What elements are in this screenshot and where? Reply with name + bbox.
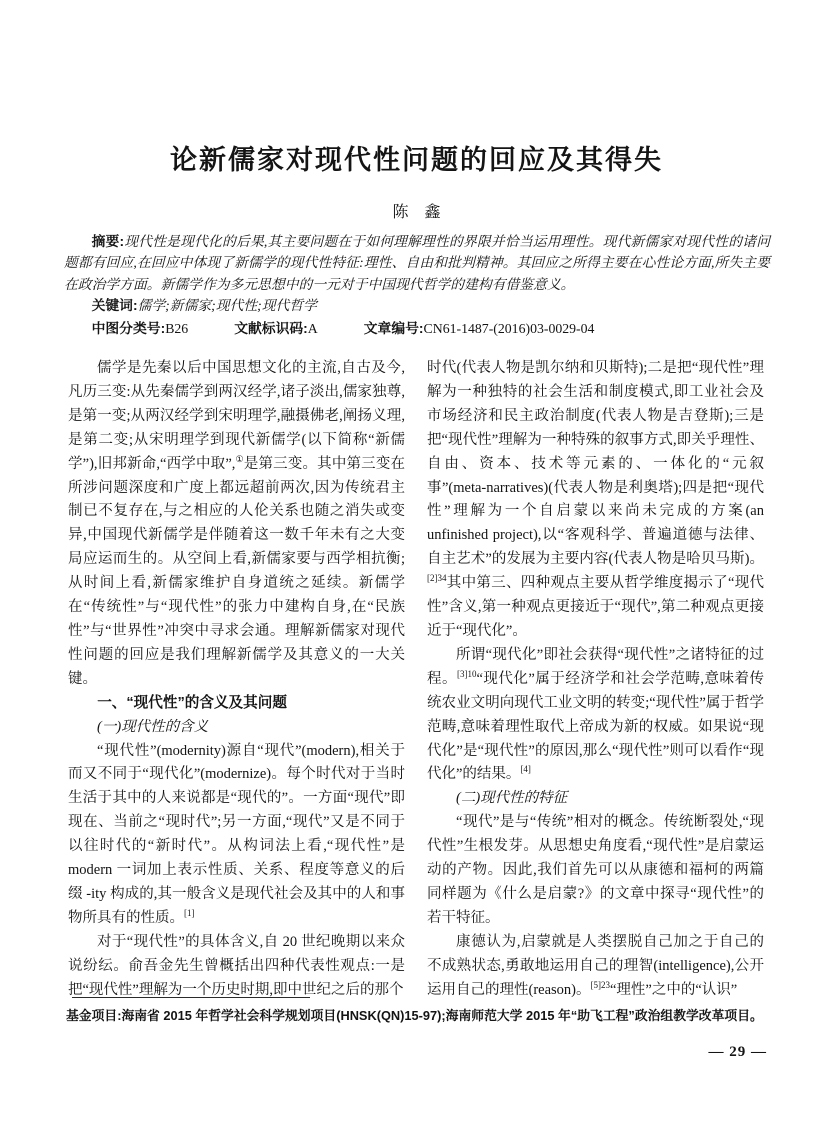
article-id [364,321,595,336]
abstract [64,231,770,295]
paragraph: “现代”是与“传统”相对的概念。传统断裂处,“现代性”生根发芽。从思想史角度看,“现代性”是启蒙运动的产物。因此,我们首先可以从康德和福柯的两篇同样题为《什么是启蒙?》的文章中探寻“现代性”的若干特征。 [427,814,764,926]
subsection-heading: (二)现代性的特征 [456,790,568,807]
article-id-label: 文章编号: [363,320,424,336]
keywords [64,295,770,316]
clc-value: B26 [165,320,189,336]
clc-label: 中图分类号: [91,320,166,336]
page-number: — 29 — [708,1044,767,1060]
citation-superscript: [3]10 [457,668,477,679]
article-title: 论新儒家对现代性问题的回应及其得失 [170,145,663,175]
author-name: 陈 鑫 [392,204,441,221]
left-column [68,357,405,1002]
clc-number [92,321,189,336]
citation-superscript: [5]23 [590,979,610,990]
article-id-value: CN61-1487-(2016)03-0029-04 [423,320,595,336]
citation-superscript: [2]34 [427,573,447,584]
paragraph: 对于“现代性”的具体含义,自 20 世纪晚期以来众说纷纭。俞吾金先生曾概括出四种代表性观点:一是把“现代性”理解为一个历史时期,即中世纪之后的那个 [68,933,405,998]
paragraph: 儒学是先秦以后中国思想文化的主流,自古及今,凡历三变:从先秦儒学到两汉经学,诸子淡出,儒家独尊,是第一变;从两汉经学到宋明理学,融摄佛老,阐扬义理,是第二变;从宋明理学到现代新儒学(以下简称“新儒学”),旧邦新命,“西学中取”,①是第三变。其中第三变在所涉问题深度和广度上都远超前两次,因为传统君主制已不复存在,与之相应的人伦关系也随之消失或变异,中国现代新儒学是伴随着这一数千年未有之大变局应运而生的。从空间上看,新儒家要与西学相抗衡;从时间上看,新儒家维护自身道统之延续。新儒学在“传统性”与“现代性”的张力中建构自身,在“民族性”与“世界性”冲突中寻求会通。理解新儒家对现代性问题的回应是我们理解新儒学及其意义的一大关键。 [68,360,406,687]
abstract-text: 现代性是现代化的后果,其主要问题在于如何理解理性的界限并恰当运用理性。现代新儒家对现代性的诸问题都有回应,在回应中体现了新儒学的现代性特征:理性、自由和批判精神。其回应之所得主要在心性论方面,所失主要在政治学方面。新儒学作为多元思想中的一元对于中国现代哲学的建构有借鉴意义。 [64,234,770,292]
section-heading: 一、“现代性”的含义及其问题 [97,694,287,711]
citation-superscript: ① [235,453,244,464]
subsection-heading: (一)现代性的含义 [97,718,209,735]
paragraph: 康德认为,启蒙就是人类摆脱自己加之于自己的不成熟状态,勇敢地运用自己的理智(intelligence),公开运用自己的理性(reason)。$^{[5]23}$“理性”之中的“认识” [427,933,764,998]
page-footer [0,997,833,1123]
right-column [427,357,764,1002]
meta-line [64,317,770,340]
fund-text: 海南省 2015 年哲学社会科学规划项目(HNSK(QN)15-97);海南师范大学 2015 年“助飞工程”政治组教学改革项目。 [121,1008,763,1023]
paragraph: 所谓“现代化”即社会获得“现代性”之诸特征的过程。$^{[3]10}$“现代化”属于经济学和社会学范畴,意味着传统农业文明向现代工业文明的转变;“现代性”属于哲学范畴,意味着理性取代上帝成为新的权威。如果说“现代化”是“现代性”的原因,那么“现代性”则可以看作“现代化”的结果。[4] [427,646,764,783]
citation-superscript: [4] [520,764,531,775]
fund-label: 基金项目: [66,1008,122,1023]
fund-note [66,1006,767,1026]
front-matter [64,231,770,340]
keywords-label: 关键词: [91,298,138,314]
citation-superscript: [1] [184,908,195,919]
document-code [234,321,318,336]
paragraph: “现代性”(modernity)源自“现代”(modern),相关于而又不同于“现代化”(modernize)。每个时代对于当时生活于其中的人来说都是“现代的”。一方面“现代”即现在、当前之“现时代”;另一方面,“现代”又是不同于以往时代的“新时代”。从构词法上看,“现代性”是 modern 一词加上表示性质、关系、程度等意义的后缀 -ity 构成的,其一般含义是现代社会及其中的人和事物所具有的性质。[1] [68,742,405,926]
doc-code-value: A [307,320,318,336]
footnote-rule [72,997,310,998]
keywords-text: 儒学;新儒家;现代性;现代哲学 [137,298,317,314]
body-columns [68,357,765,1002]
paragraph: 时代(代表人物是凯尔纳和贝斯特);二是把“现代性”理解为一种独特的社会生活和制度模式,即工业社会及市场经济和民主政治制度(代表人物是吉登斯);三是把“现代性”理解为一种特殊的叙事方式,即关乎理性、自由、资本、技术等元素的、一体化的“元叙事”(meta-narratives)(代表人物是利奥塔);四是把“现代性”理解为一个自启蒙以来尚未完成的方案(an unfinished project),以“客观科学、普遍道德与法律、自主艺术”的发展为主要内容(代表人物是哈贝马斯)。$^{[2]34}$其中第三、四种观点主要从哲学维度揭示了“现代性”含义,第一种观点更接近于“现代”,第二种观点更接近于“现代化”。 [427,360,764,639]
abstract-label: 摘要: [91,234,125,249]
doc-code-label: 文献标识码: [234,320,308,336]
